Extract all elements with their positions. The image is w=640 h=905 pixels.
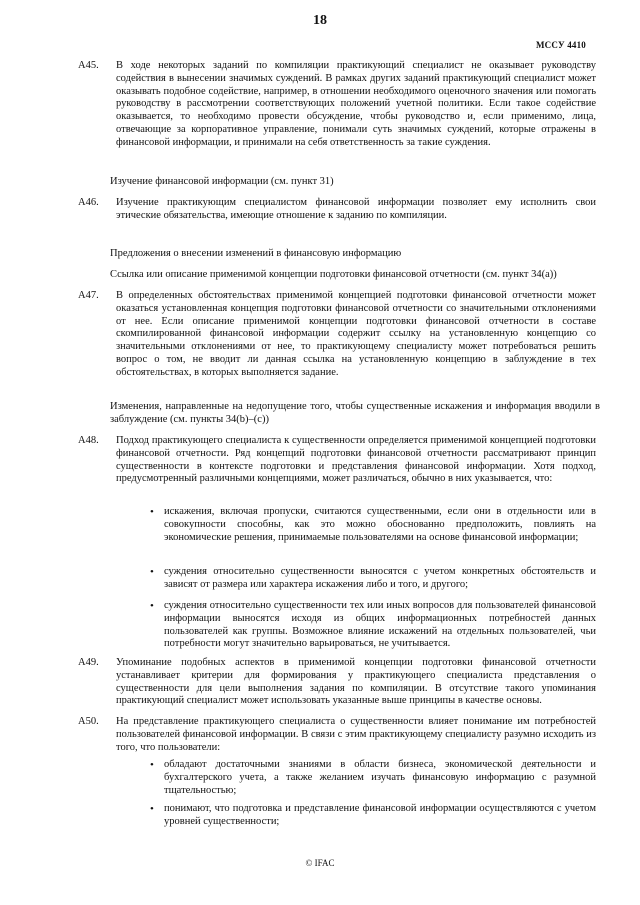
heading-study: Изучение финансовой информации (см. пункт 31) bbox=[110, 176, 334, 187]
footer-copyright: © IFAC bbox=[305, 858, 335, 868]
paragraph-number: A47. bbox=[78, 290, 99, 301]
bullet-text: обладают достаточными знаниями в области бизнеса, экономической деятельности и бухгалтерского учета, а также желанием изучать финансовую информацию с разумной тщательностью; bbox=[164, 759, 596, 796]
paragraph-a47 bbox=[78, 290, 596, 380]
paragraph-text: На представление практикующего специалиста о существенности влияет понимание им потребностей пользователей финансовой информации. В связи с этим практикующему специалисту разумно исходить из того, что пользователи: bbox=[116, 716, 596, 753]
paragraph-text: Упоминание подобных аспектов в применимой концепции подготовки финансовой отчетности устанавливает критерии для формирования у практикующего специалиста представления о существенности для цели выполнения задания по компиляции. В отсутствие такого упоминания практикующий специалист может использовать указанные выше принципы в качестве основы. bbox=[116, 657, 596, 707]
standard-label: МССУ 4410 bbox=[535, 40, 586, 50]
page-number: 18 bbox=[313, 13, 327, 28]
paragraph-text: Подход практикующего специалиста к существенности определяется применимой концепцией подготовки финансовой отчетности. Ряд концепций подготовки финансовой отчетности рассматривают принцип существенности в контексте подготовки и представления финансовой информации. Хотя подход, предусмотренный различными концепциями, может различаться, обычно в них указывается, что: bbox=[116, 435, 596, 485]
paragraph-number: A48. bbox=[78, 435, 99, 446]
paragraph-text: Изучение практикующим специалистом финансовой информации позволяет ему исполнить свои этические обязательства, имеющие отношение к заданию по компиляции. bbox=[116, 197, 596, 221]
bullet-text: искажения, включая пропуски, считаются существенными, если они в отдельности или в совокупности способны, как это можно обоснованно предположить, повлиять на экономические решения, принимаемые пользователями на основе финансовой информации; bbox=[164, 506, 596, 543]
bullet-item bbox=[150, 759, 596, 797]
bullet-icon: • bbox=[150, 759, 154, 771]
bullet-icon: • bbox=[150, 566, 154, 578]
bullet-text: суждения относительно существенности тех или иных вопросов для пользователей финансовой информации выносятся исходя из общих информационных потребностей данных пользователей как группы. Возможное влияние искажений на отдельных пользователей, чьи потребности могут значительно варьироваться, не учитывается. bbox=[164, 600, 596, 650]
bullet-icon: • bbox=[150, 506, 154, 518]
paragraph-a46 bbox=[78, 197, 596, 223]
bullet-item bbox=[150, 566, 596, 592]
heading-changes: Изменения, направленные на недопущение того, чтобы существенные искажения и информация вводили в заблуждение (см. пункты 34(b)–(c)) bbox=[110, 401, 600, 425]
paragraph-number: A50. bbox=[78, 716, 99, 727]
bullet-item bbox=[150, 600, 596, 651]
paragraph-a45 bbox=[78, 60, 596, 150]
bullet-item bbox=[150, 803, 596, 829]
paragraph-number: A49. bbox=[78, 657, 99, 668]
paragraph-number: A46. bbox=[78, 197, 99, 208]
heading-reference: Ссылка или описание применимой концепции подготовки финансовой отчетности (см. пункт 34(a)) bbox=[110, 269, 557, 280]
bullet-text: суждения относительно существенности выносятся с учетом конкретных обстоятельств и зависят от размера или характера искажения либо и того, и другого; bbox=[164, 566, 596, 590]
paragraph-a48 bbox=[78, 435, 596, 486]
paragraph-a50 bbox=[78, 716, 596, 754]
paragraph-number: A45. bbox=[78, 60, 99, 71]
bullet-icon: • bbox=[150, 803, 154, 815]
paragraph-text: В определенных обстоятельствах применимой концепцией подготовки финансовой отчетности может оказаться установленная концепция подготовки финансовой отчетности со значительными отклонениями от нее. Если описание применимой концепции подготовки финансовой отчетности в составе скомпилированной финансовой информации содержит ссылку на установленную концепцию со значительными отклонениями от нее, то практикующему специалисту может потребоваться решить вопрос о том, не вводит ли данная ссылка на установленную концепцию в заблуждение в тех обстоятельствах, в которых выполняется задание. bbox=[116, 290, 596, 378]
bullet-item bbox=[150, 506, 596, 544]
bullet-icon: • bbox=[150, 600, 154, 612]
heading-proposals: Предложения о внесении изменений в финансовую информацию bbox=[110, 248, 402, 259]
bullet-text: понимают, что подготовка и представление финансовой информации осуществляются с учетом уровней существенности; bbox=[164, 803, 596, 827]
paragraph-text: В ходе некоторых заданий по компиляции практикующий специалист не оказывает руководству содействия в вынесении значимых суждений. В рамках других заданий практикующий специалист может оказывать подобное содействие, например, в отношении необходимого оценочного значения или помогать руководству в рассмотрении соответствующих положений учетной политики. Если такое содействие оказывается, то необходимо провести обсуждение, чтобы руководство и, если применимо, лица, отвечающие за корпоративное управление, понимали суть значимых суждений, которые отражены в финансовой информации, и принимали на себя ответственность за такие суждения. bbox=[116, 60, 596, 148]
paragraph-a49 bbox=[78, 657, 596, 708]
